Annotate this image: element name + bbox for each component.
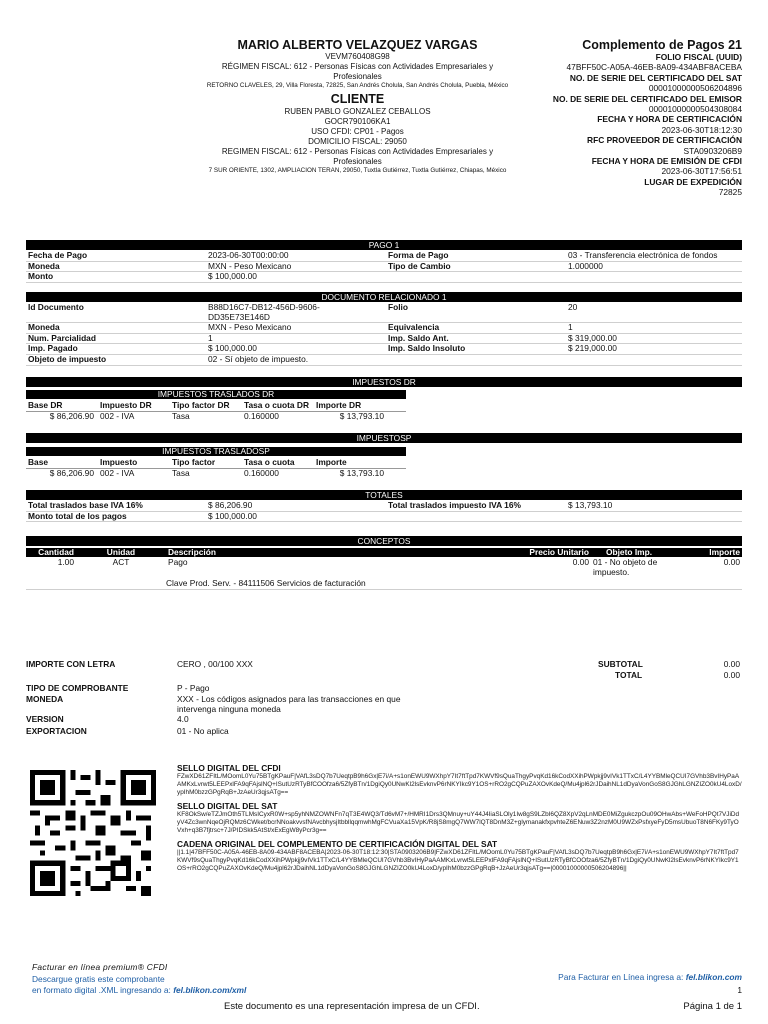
cell: MXN - Peso Mexicano	[208, 260, 292, 271]
letra-value: CERO , 00/100 XXX	[177, 659, 253, 669]
col-header: Impuesto DR	[100, 400, 152, 410]
version-value: 4.0	[177, 714, 189, 724]
lugar-value: 72825	[718, 187, 742, 198]
cell: ACT	[112, 557, 130, 567]
subtotal-label: SUBTOTAL	[598, 659, 643, 669]
cell	[386, 512, 566, 522]
cell: $ 100,000.00	[208, 510, 257, 521]
cell: Imp. Pagado	[28, 343, 78, 354]
table-row	[26, 262, 742, 273]
cell: Num. Parcialidad	[28, 332, 96, 343]
traslados-dr-subheader: IMPUESTOS TRASLADOS DR	[26, 390, 406, 399]
client-domicilio: DOMICILIO FISCAL: 29050	[308, 137, 407, 146]
serie-sat-label: NO. DE SERIE DEL CERTIFICADO DEL SAT	[569, 72, 742, 83]
client-rfc: GOCR790106KA1	[324, 117, 391, 126]
cell: Forma de Pago	[388, 250, 449, 260]
client-uso-cfdi: USO CFDI: CP01 - Pagos	[311, 127, 404, 136]
col-header: Precio Unitario	[529, 547, 589, 557]
emision-label: FECHA Y HORA DE EMISIÓN DE CFDI	[591, 156, 742, 167]
col-header: Tasa o cuota	[244, 457, 295, 467]
cell	[566, 355, 742, 365]
letra-label: IMPORTE CON LETRA	[26, 659, 116, 669]
footer-promo-2	[32, 985, 246, 995]
serie-sat-value: 00001000000506204896	[648, 83, 742, 94]
table-row	[26, 303, 742, 323]
col-header: Objeto Imp.	[605, 547, 653, 557]
issuer-address: RETORNO CLAVELES, 29, Villa Floresta, 72825, San Andrés Cholula, San Andrés Cholula, Puebla, México	[206, 82, 509, 89]
cell: 1.000000	[568, 260, 603, 271]
cell: Id Documento	[28, 302, 84, 312]
cell: Folio	[388, 302, 409, 312]
issuer-regimen: RÉGIMEN FISCAL: 612 - Personas Físicas con Actividades Empresariales y Profesionales	[221, 62, 494, 81]
client-name: RUBEN PABLO GONZALEZ CEBALLOS	[284, 107, 431, 116]
table-header	[26, 458, 406, 469]
serie-emisor-label: NO. DE SERIE DEL CERTIFICADO DEL EMISOR	[552, 93, 742, 104]
issuer-name: MARIO ALBERTO VELAZQUEZ VARGAS	[237, 38, 478, 52]
cell: B88D16C7-DB12-456D-9606-DD35E73E146D	[208, 302, 320, 322]
moneda-label: MONEDA	[26, 694, 64, 704]
cell: Imp. Saldo Ant.	[388, 332, 449, 343]
cell: Objeto de impuesto	[28, 353, 107, 364]
version-label: VERSION	[26, 714, 64, 724]
table-row	[26, 344, 742, 355]
sello-sat-text: KF8OkSw/eTZJmOth5TLMsICyxR0W+sp5yhNMZOWNFn7qT3E4WQ3/Td6vM7+/HMRI1Drs3QMnuy+uY44J4IiaSLOly1Iw8gS9LZbI6QZ8XpV2qLnMDE0MiZgukczpOu09OHwAbs+WeFoHPQt7VJiDdyV4Zc3wnNqeOjRQMz6CWket/bcrNNoakvvsfNAvcbhysjItbbllqqmwhMgFCVuaXa15VpK/R8jS8mgQ7WW7lQT8DnM3Z+glymanakfxpvhteZ6ENuw3Z2nzM0U9WZxPsfxyeFyD5msUbuoT8N6FKy9TyOVxh+q3B7fjtrsc+7J/PIDSkk5AtSt/xExEgW8yPcr3g==	[177, 811, 740, 834]
cell: 0.160000	[244, 410, 279, 421]
col-header: Tipo factor DR	[172, 400, 230, 410]
totales-header: TOTALES	[26, 490, 742, 500]
cert-date-label: FECHA Y HORA DE CERTIFICACIÓN	[597, 114, 742, 125]
footer-page-number: 1	[737, 985, 742, 995]
traslados-dr-table	[26, 401, 406, 421]
col-header: Cantidad	[38, 547, 74, 557]
cell: 0.00	[723, 557, 740, 567]
sello-cfdi-text: FZwXD61ZFItL/MOomL0Yu75BTgKPauF|VAfL3sDQ7b7UeqtpB9h6Gx|E7i/A+s1onEWU9WXhpY7It7ftTpd7KWVf9sQuaThgyPvqKd16kCodXXihPWpkjj9vIVk1TTxC/L4YYBMleQCUI7GVhb3BvIHyPaAAMKxLvrwt5LEEPxlFA9qFAjslNQ+ISutUzRTyBfCOOfza6/5ZfyBTn/1DgiQy0UNwKl2lsEvknvP6rNKYIkc9Y1OS+rRO2gCQPuZAXOvKdeQ/Mu4jpl62rJDaihNL1dDyaVonGoS8GJGhLGNZIZO0kU4LoxD/ypIhM0bzzGPgRqB+JzAeUr3qjsATg==	[177, 773, 742, 796]
total-value: 0.00	[723, 670, 740, 680]
issuer-rfc: VEVM760408G98	[325, 52, 390, 61]
document-title: Complemento de Pagos 21	[582, 38, 742, 52]
pago-header: PAGO 1	[26, 240, 742, 250]
cell: Monto total de los pagos	[28, 510, 127, 521]
table-row	[26, 251, 742, 262]
cell: 03 - Transferencia electrónica de fondos	[568, 250, 718, 260]
cell: $ 86,206.90	[49, 467, 94, 478]
col-header: Descripción	[168, 547, 216, 557]
footer-disclaimer: Este documento es una representación impresa de un CFDI.	[224, 1001, 480, 1012]
cell: 0.160000	[244, 467, 279, 478]
subtotal-value: 0.00	[723, 659, 740, 669]
cell: 01 - No objeto de impuesto.	[593, 557, 658, 577]
cell: $ 13,793.10	[568, 500, 613, 510]
blikon-link[interactable]: fel.blikon.com	[685, 972, 742, 982]
footer-page-label: Página 1 de 1	[683, 1001, 742, 1012]
footer-right	[558, 972, 742, 982]
cell	[566, 272, 742, 282]
table-row	[26, 334, 742, 345]
cell: Imp. Saldo Insoluto	[388, 343, 466, 354]
table-row	[26, 501, 742, 512]
col-header: Importe	[316, 457, 347, 467]
cell: Tasa	[172, 410, 190, 421]
table-row	[26, 469, 406, 479]
client-title: CLIENTE	[330, 92, 385, 106]
cell: 1.00	[57, 557, 74, 567]
col-header: Unidad	[106, 547, 136, 557]
cell: $ 13,793.10	[339, 467, 384, 478]
cell: 1	[208, 332, 213, 343]
cell: $ 100,000.00	[208, 271, 257, 282]
cell: $ 319,000.00	[568, 332, 617, 343]
folio-value: 47BFF50C-A05A-46EB-8A09-434ABF8ACEBA	[566, 62, 742, 73]
total-label: TOTAL	[615, 670, 643, 680]
fiscal-block	[452, 38, 742, 198]
qr-code-icon	[30, 770, 156, 896]
tipo-value: P - Pago	[177, 683, 210, 693]
cell: Tasa	[172, 467, 190, 478]
col-header: Impuesto	[100, 457, 138, 467]
emision-value: 2023-06-30T17:56:51	[661, 166, 742, 177]
cell: Monto	[28, 271, 54, 282]
moneda-value: XXX - Los códigos asignados para las transacciones en que intervenga ninguna moneda	[177, 694, 401, 715]
cell: $ 86,206.90	[208, 500, 253, 510]
totales-table	[26, 501, 742, 522]
cell	[386, 355, 566, 365]
sello-cfdi-title: SELLO DIGITAL DEL CFDI	[177, 763, 281, 773]
footer-right-text: Para Facturar en Línea ingresa a:	[558, 972, 686, 982]
impuestos-dr-header: IMPUESTOS DR	[26, 377, 742, 387]
table-row	[26, 558, 742, 577]
export-label: EXPORTACION	[26, 726, 87, 736]
cert-date-value: 2023-06-30T18:12:30	[661, 124, 742, 135]
export-value: 01 - No aplica	[177, 726, 229, 736]
cell: 1	[568, 322, 573, 333]
cadena-text: ||1.1|47BFF50C-A05A-46EB-8A09-434ABF8ACEBA|2023-06-30T18:12:30|STA0903206B9|FZwXD61ZFItL/MOomL0Yu75BTgKPauF|VAfL3sDQ7b7UeqtpB9h6Gx|E7i/A+s1onEWU9WXhpY7It7ftTpd7KWVf9sQuaThgyPvqKd16kCodXXihPWpkjj9vIVk1TTxC/L4YYBMleQCUI7GVhb3BvIHyPaAAMKxLvrwt5LEEPxlFA9qFAjslNQ+ISutUzRTyBfCOOfza6/5ZfyBTn/1DgiQy0UNwKl2lsEvknvP6rNKYIkc9Y1OS+rRO2gCQPuZAXOvKdeQ/Mu4jpl62rJDaihNL1dDyaVonGoS8GJGhLGNZIZO0kU4LoxD/ypIhM0bzzGPgRqB+JzAeUr3qjsATg==|00001000000506204896||	[177, 849, 739, 872]
col-header: Importe DR	[316, 400, 362, 410]
client-regimen: REGIMEN FISCAL: 612 - Personas Físicas con Actividades Empresariales y Profesionales	[221, 147, 494, 166]
pago-table	[26, 251, 742, 283]
col-header: Base	[28, 457, 49, 467]
cell: Pago	[168, 557, 188, 567]
cell: $ 13,793.10	[339, 410, 384, 421]
client-address: 7 SUR ORIENTE, 1302, AMPLIACION TERAN, 29050, Tuxtla Gutiérrez, Tuxtla Gutiérrez, Chiapas, México	[208, 167, 507, 174]
table-row	[26, 412, 406, 422]
doc-table	[26, 303, 742, 366]
cell: 02 - Sí objeto de impuesto.	[208, 353, 309, 364]
serie-emisor-value: 00001000000504308084	[648, 104, 742, 115]
cell: $ 86,206.90	[49, 410, 94, 421]
cadena-title: CADENA ORIGINAL DEL COMPLEMENTO DE CERTIFICACIÓN DIGITAL DEL SAT	[177, 839, 498, 849]
table-row	[26, 272, 742, 283]
cell: 0.00	[572, 557, 589, 567]
cell: Tipo de Cambio	[388, 260, 451, 271]
rfc-prov-label: RFC PROVEEDOR DE CERTIFICACIÓN	[587, 135, 742, 146]
cell	[566, 512, 742, 522]
table-header	[26, 401, 406, 412]
col-header: Tipo factor	[172, 457, 216, 467]
table-row	[26, 323, 742, 334]
doc-header: DOCUMENTO RELACIONADO 1	[26, 292, 742, 302]
sello-sat-title: SELLO DIGITAL DEL SAT	[177, 801, 278, 811]
cell: Fecha de Pago	[28, 250, 88, 260]
tipo-label: TIPO DE COMPROBANTE	[26, 683, 129, 693]
cell: Total traslados impuesto IVA 16%	[388, 500, 521, 510]
lugar-label: LUGAR DE EXPEDICIÓN	[644, 176, 742, 187]
cell: 002 - IVA	[100, 467, 135, 478]
conceptos-columns	[26, 548, 742, 557]
table-row	[26, 355, 742, 366]
traslados-p-table	[26, 458, 406, 478]
col-header: Tasa o cuota DR	[244, 400, 309, 410]
xml-link[interactable]: fel.blikon.com/xml	[173, 985, 247, 995]
cell: Equivalencia	[388, 322, 440, 333]
cell	[386, 272, 566, 282]
col-header: Importe	[709, 547, 740, 557]
cell: 002 - IVA	[100, 410, 135, 421]
folio-label: FOLIO FISCAL (UUID)	[655, 52, 742, 62]
clave-prod-serv: Clave Prod. Serv. - 84111506 Servicios de facturación	[166, 578, 366, 588]
footer-brand: Facturar en línea premium® CFDI	[32, 962, 168, 972]
cell: 20	[568, 302, 578, 312]
cell: Total traslados base IVA 16%	[28, 500, 143, 510]
cell: Moneda	[28, 322, 60, 333]
traslados-p-subheader: IMPUESTOS TRASLADOSP	[26, 447, 406, 456]
table-row	[26, 512, 742, 523]
footer-promo-1: Descargue gratis este comprobante	[32, 974, 165, 984]
cell: 2023-06-30T00:00:00	[208, 250, 289, 260]
col-header: Base DR	[28, 400, 63, 410]
conceptos-header: CONCEPTOS	[26, 536, 742, 546]
impuestos-p-header: IMPUESTOSP	[26, 433, 742, 443]
footer-promo-text: en formato digital .XML ingresando a:	[32, 985, 174, 995]
divider	[26, 589, 742, 590]
cell: $ 219,000.00	[568, 343, 617, 354]
cell: Moneda	[28, 260, 60, 271]
cell: $ 100,000.00	[208, 343, 257, 354]
rfc-prov-value: STA0903206B9	[683, 145, 742, 156]
cell: MXN - Peso Mexicano	[208, 322, 292, 333]
sellos-block	[177, 763, 742, 873]
